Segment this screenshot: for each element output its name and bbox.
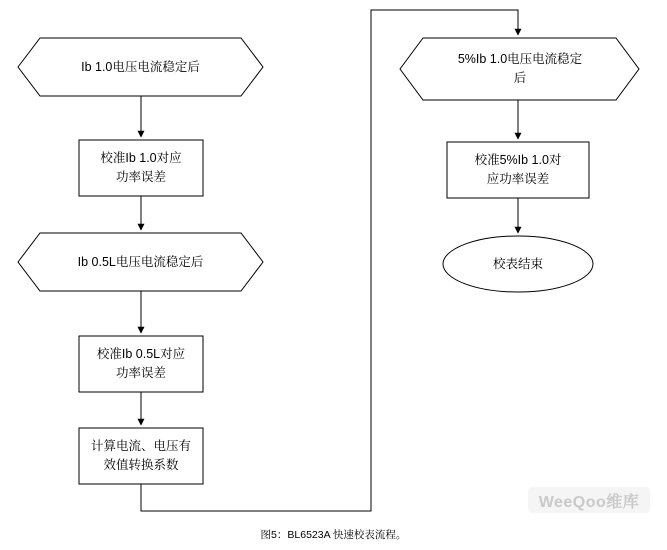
node-calc-coef-label: 计算电流、电压有 效值转换系数	[90, 439, 191, 472]
node-end-shape[interactable]	[443, 236, 593, 292]
node-calib-ib05l-shape[interactable]	[79, 336, 203, 392]
node-calib-pct5-ib10-label: 校准5%Ib 1.0对 应功率误差	[474, 153, 562, 186]
figure-caption: 图5：BL6523A 快速校表流程。	[260, 529, 407, 541]
node-ib05l-stable-shape[interactable]	[18, 233, 263, 291]
node-calib-ib10-shape[interactable]	[79, 140, 203, 196]
node-ib05l-stable-label: Ib 0.5L电压电流稳定后	[77, 254, 204, 269]
node-ib10-stable-shape[interactable]	[18, 38, 263, 96]
node-calib-ib10-label: 校准Ib 1.0对应 功率误差	[100, 151, 182, 184]
node-pct5-ib10-stable-label: 5%Ib 1.0电压电流稳定 后	[457, 52, 583, 85]
node-calib-pct5-ib10-shape[interactable]	[447, 142, 589, 198]
node-calib-ib05l-label: 校准Ib 0.5L对应 功率误差	[96, 347, 186, 380]
node-ib10-stable-label: Ib 1.0电压电流稳定后	[81, 59, 200, 74]
node-end-label: 校表结束	[492, 256, 543, 271]
node-pct5-ib10-stable-shape[interactable]	[400, 38, 639, 100]
node-calc-coef-shape[interactable]	[79, 428, 203, 484]
watermark: WeeQoo维库	[528, 487, 650, 513]
